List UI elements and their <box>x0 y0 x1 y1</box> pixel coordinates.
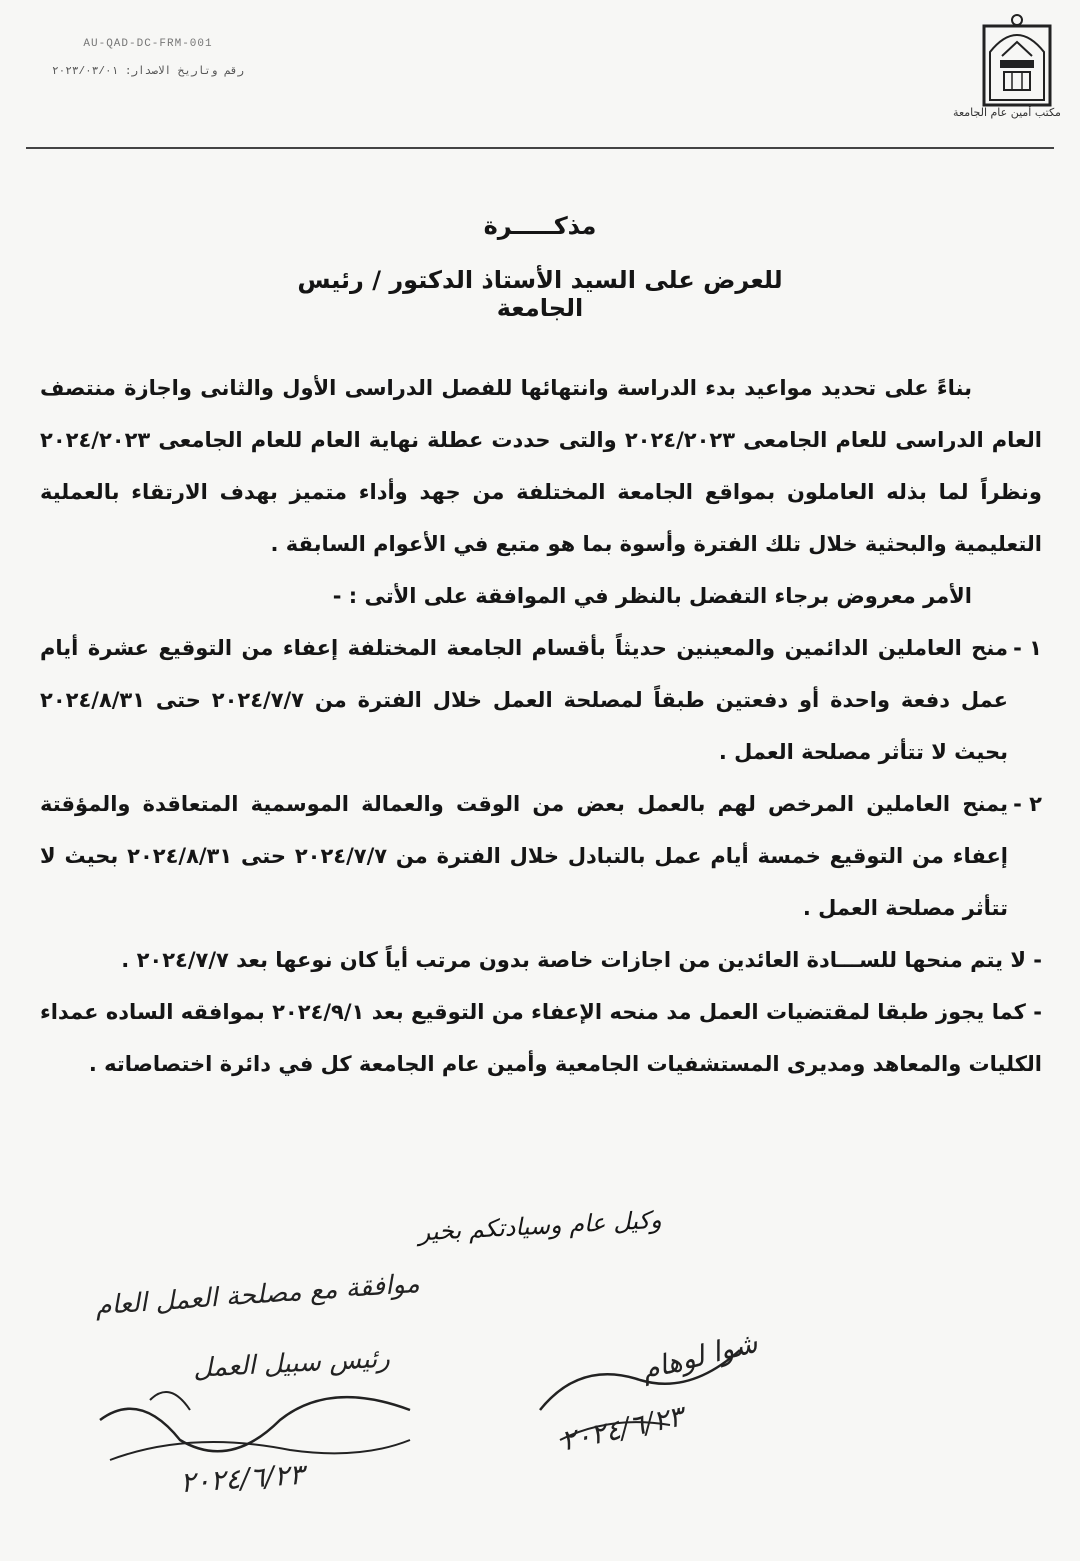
list-item <box>40 778 1042 934</box>
item-number: ٢ - <box>1013 792 1042 816</box>
memo-addressee: للعرض على السيد الأستاذ الدكتور / رئيس الجامعة <box>297 266 783 322</box>
signature-right-line1: شوا لوهام <box>638 1325 761 1387</box>
memo-body <box>40 362 1042 1090</box>
item-text: يمنح العاملين المرخص لهم بالعمل بعض من الوقت والعمالة الموسمية المتعاقدة والمؤقتة إعفاء من التوقيع خمسة أيام عمل بالتبادل خلال الفترة من ٢٠٢٤/٧/٧ حتى ٢٠٢٤/٨/٣١ بحيث لا تتأثر مصلحة العمل . <box>40 792 1008 920</box>
closing-greeting: وكيل عام وسيادتكم بخير <box>417 1205 663 1247</box>
note-item: - كما يجوز طبقا لمقتضيات العمل مد منحه الإعفاء من التوقيع بعد ٢٠٢٤/٩/١ بموافقه الساده عمداء الكليات والمعاهد ومديرى المستشفيات الجامعية وأمين عام الجامعة كل في دائرة اختصاصاته . <box>40 1000 1042 1076</box>
signature-left-line2: رئيس سبيل العمل <box>192 1343 391 1384</box>
office-caption: مكتب أمين عام الجامعة <box>953 106 1061 119</box>
form-code: AU-QAD-DC-FRM-001 <box>83 38 213 50</box>
note-item: - لا يتم منحها للســـادة العائدين من اجازات خاصة بدون مرتب أياً كان نوعها بعد ٢٠٢٤/٧/٧ . <box>121 948 1042 972</box>
signature-left-line1: موافقة مع مصلحة العمل العام <box>94 1268 421 1322</box>
intro-paragraph: بناءً على تحديد مواعيد بدء الدراسة وانتهائها للفصل الدراسى الأول والثانى واجازة منتصف العام الدراسى للعام الجامعى ٢٠٢٤/٢٠٢٣ والتى حددت عطلة نهاية العام للعام الجامعى ٢٠٢٤/٢٠٢٣ ونظراً لما بذله العاملون بمواقع الجامعة المختلفة من جهد وأداء متميز بهدف الارتقاء بالعملية التعليمية والبحثية خلال تلك الفترة وأسوة بما هو متبع في الأعوام السابقة . <box>40 376 1042 556</box>
form-reference <box>28 38 268 78</box>
item-number: ١ - <box>1013 636 1042 660</box>
item-text: منح العاملين الدائمين والمعينين حديثاً بأقسام الجامعة المختلفة إعفاء من التوقيع عشرة أيام عمل دفعة واحدة أو دفعتين طبقاً لمصلحة العمل خلال الفترة من ٢٠٢٤/٧/٧ حتى ٢٠٢٤/٨/٣١ بحيث لا تتأثر مصلحة العمل . <box>40 636 1009 764</box>
university-logo <box>982 12 1052 107</box>
header-divider <box>26 147 1054 149</box>
request-line: الأمر معروض برجاء التفضل بالنظر في الموافقة على الأتى : - <box>332 584 972 608</box>
memo-title: مذكـــــرة <box>483 212 597 240</box>
signature-left-date: ٢٠٢٤/٦/٢٣ <box>179 1457 306 1500</box>
list-item <box>40 622 1042 778</box>
signature-right-date: ٢٠٢٤/٦/٢٣ <box>557 1399 687 1458</box>
form-issue-line: رقم وتاريخ الاصدار: ٢٠٢٣/٠٣/٠١ <box>52 66 244 78</box>
